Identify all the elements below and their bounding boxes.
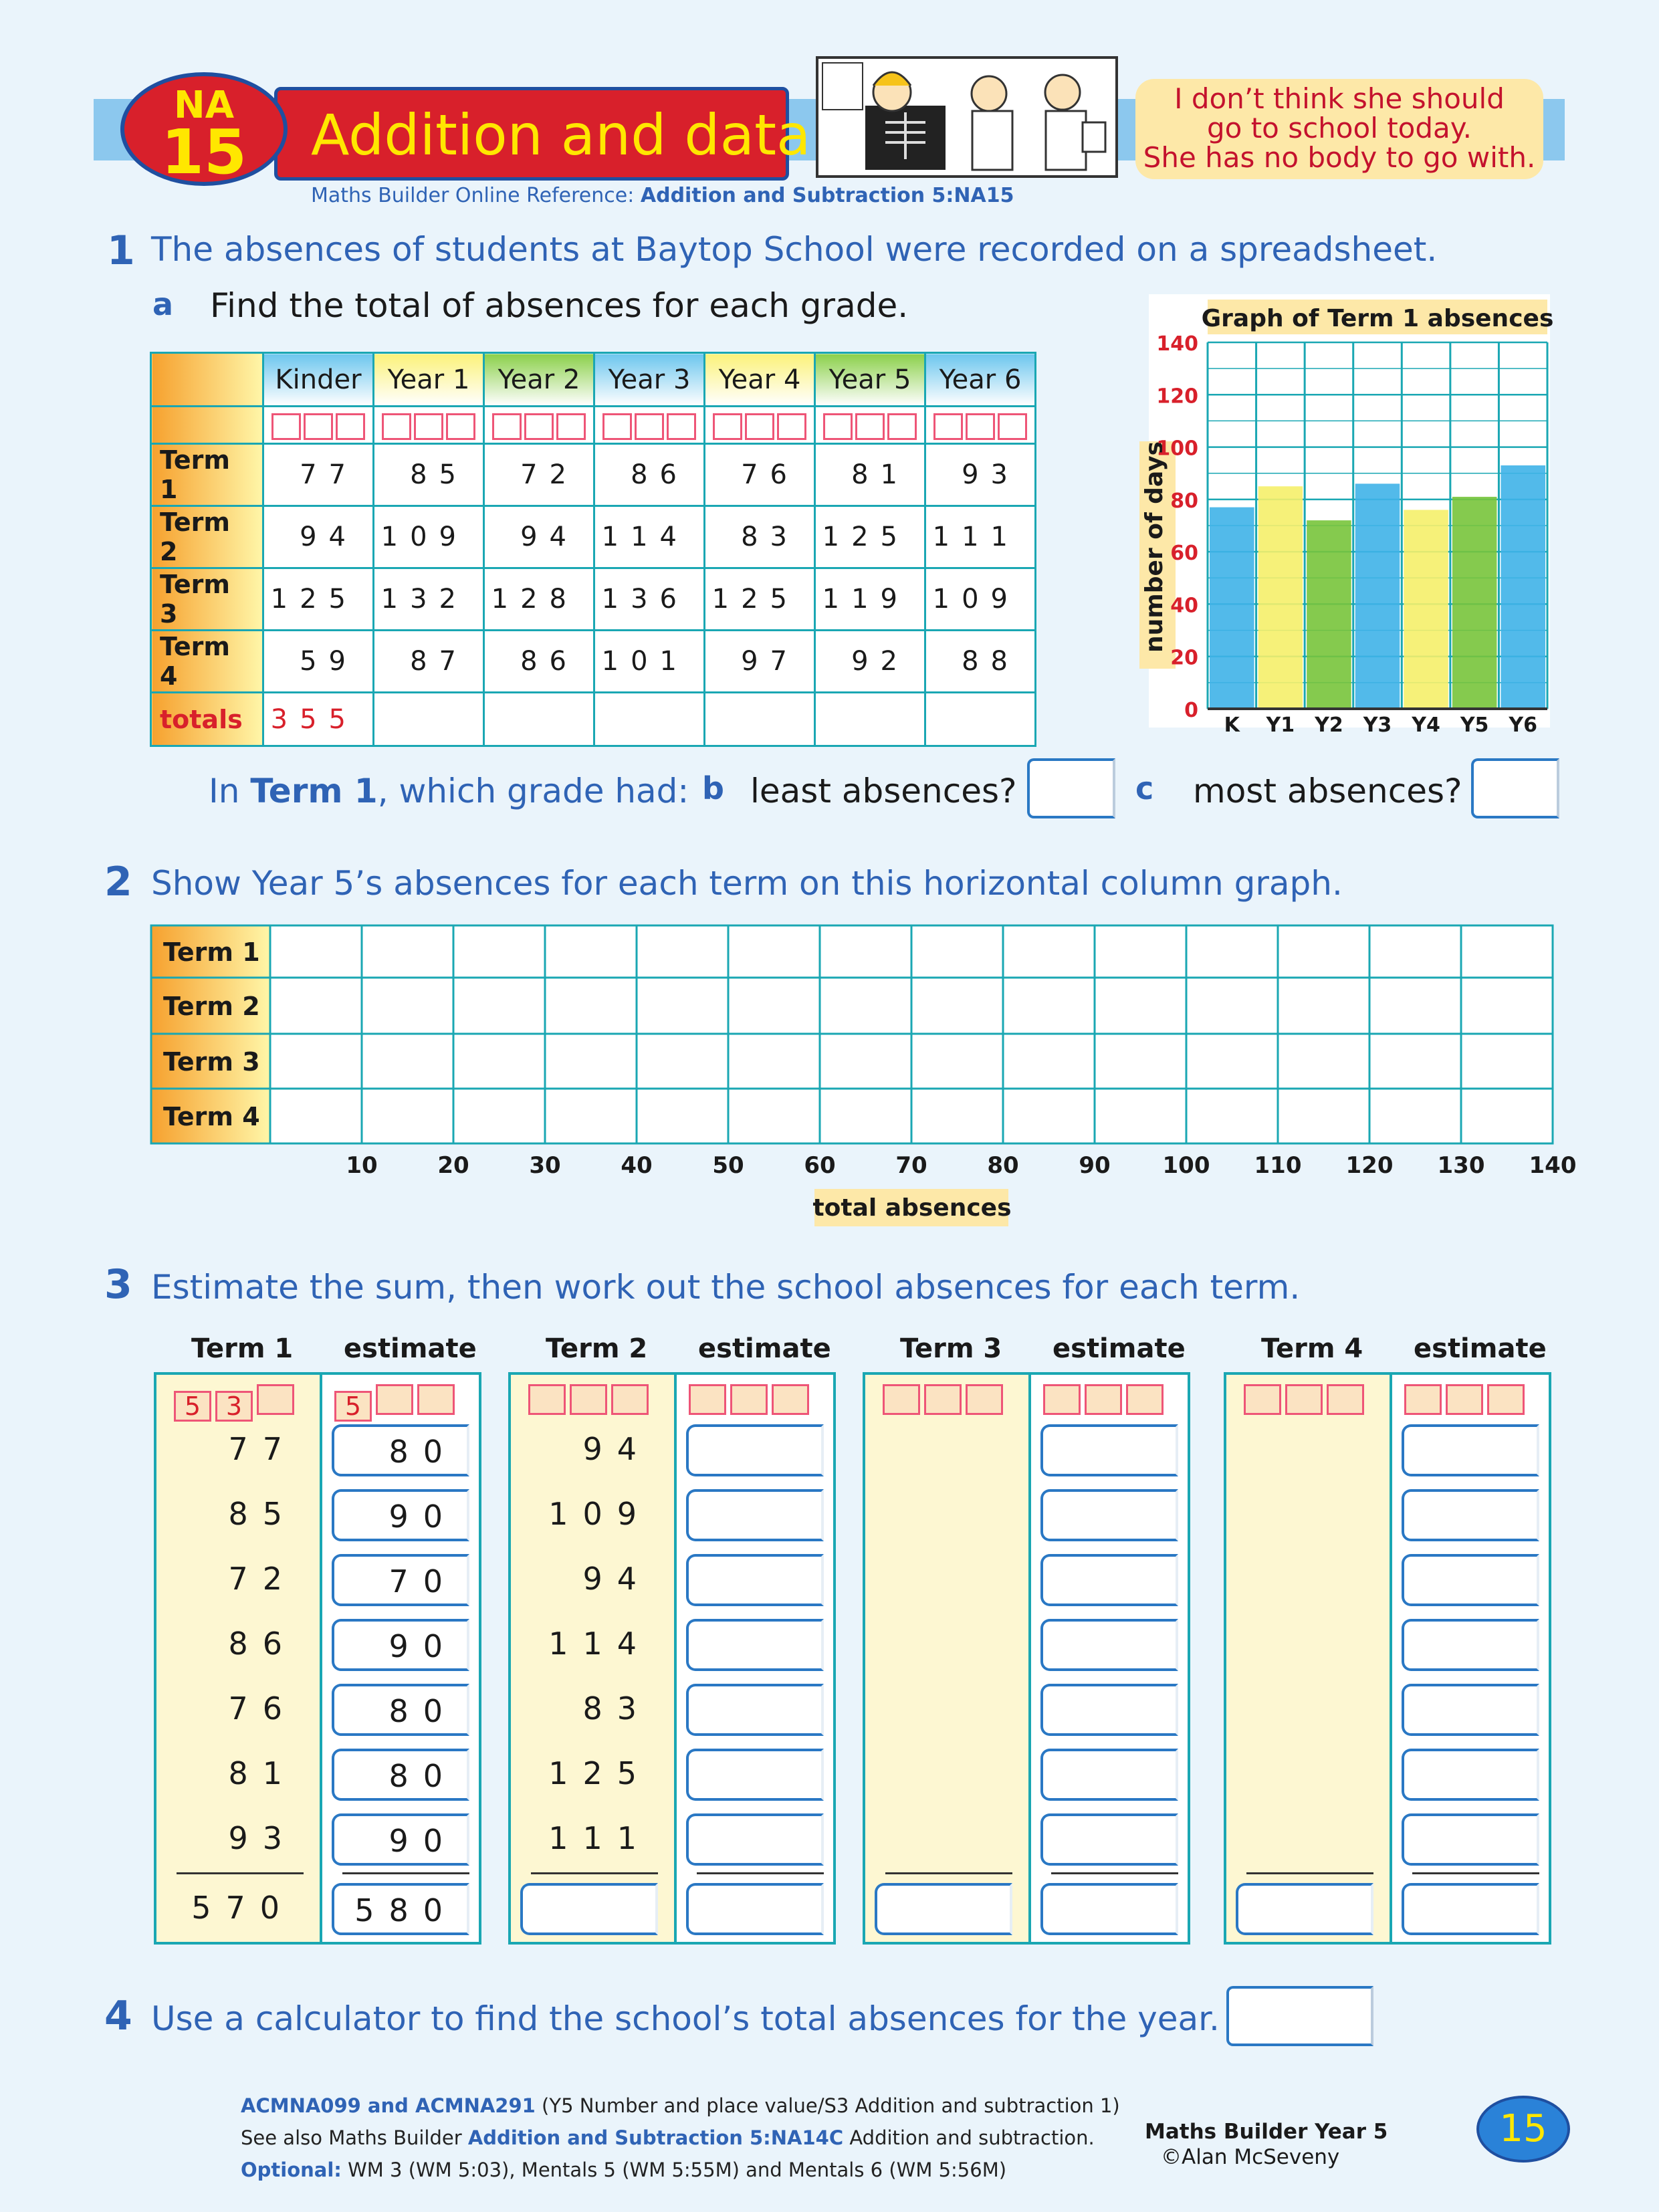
estimate-carry-boxes[interactable] [1043, 1384, 1168, 1418]
table-cell: 111 [925, 506, 1036, 568]
estimate-box[interactable] [1040, 1749, 1178, 1801]
q1-text: The absences of students at Baytop School were recorded on a spreadsheet. [151, 230, 1438, 269]
x-tick-label: 140 [1529, 1152, 1577, 1179]
table-cell: 119 [815, 568, 925, 631]
panel-estimate-label: estimate [1053, 1333, 1186, 1364]
carry-box[interactable] [1327, 1384, 1364, 1415]
carry-box[interactable]: 5 [174, 1391, 211, 1422]
table-cell: 77 [263, 444, 374, 506]
carry-box[interactable] [689, 1384, 726, 1415]
x-tick-label: 80 [987, 1152, 1019, 1179]
estimate-box[interactable] [686, 1424, 824, 1476]
table-cell: 109 [925, 568, 1036, 631]
most-absences-answer[interactable] [1471, 758, 1559, 818]
carry-box[interactable] [611, 1384, 649, 1415]
column-header: Year 6 [925, 353, 1036, 407]
carry-box[interactable] [1043, 1384, 1081, 1415]
x-tick-label: 50 [712, 1152, 744, 1179]
total-input[interactable] [374, 693, 484, 746]
estimate-sum-box[interactable] [686, 1883, 824, 1935]
table-row [151, 568, 1036, 631]
table-cell: 125 [705, 568, 815, 631]
estimate-box[interactable] [686, 1813, 824, 1866]
addend: 76 [228, 1690, 297, 1727]
y-tick-label: 0 [1184, 699, 1198, 722]
sum-panel [154, 1372, 481, 1945]
footer-see-also: See also Maths Builder Addition and Subtraction 5:NA14C Addition and subtraction. [241, 2126, 1095, 2149]
x-category-label: Y2 [1315, 713, 1343, 737]
estimate-box[interactable] [686, 1684, 824, 1736]
footer-curriculum: ACMNA099 and ACMNA291 (Y5 Number and place value/S3 Addition and subtraction 1) [241, 2094, 1120, 2117]
estimate-value: 70 [389, 1563, 457, 1599]
table-row [151, 444, 1036, 506]
panel-term-label: Term 2 [546, 1333, 648, 1364]
table-cell: 125 [263, 568, 374, 631]
table-cell: 86 [484, 631, 594, 693]
x-category-label: Y6 [1509, 713, 1538, 737]
row-label: Term 2 [151, 506, 263, 568]
carry-box[interactable] [1244, 1384, 1281, 1415]
estimate-box[interactable] [332, 1749, 469, 1801]
totals-label: totals [151, 693, 263, 746]
table-cell: 83 [705, 506, 815, 568]
sum-panel [508, 1372, 836, 1945]
column-header: Kinder [263, 353, 374, 407]
x-tick-label: 70 [895, 1152, 927, 1179]
y-tick-label: 60 [1170, 542, 1198, 566]
estimate-value: 80 [389, 1693, 457, 1729]
x-tick-label: 100 [1162, 1152, 1210, 1179]
table-cell: 81 [815, 444, 925, 506]
table-cell: 59 [263, 631, 374, 693]
estimate-box[interactable] [1402, 1424, 1539, 1476]
table-cell: 92 [815, 631, 925, 693]
q4-number: 4 [104, 1993, 132, 2039]
term1-bar-chart-svg [1141, 294, 1554, 737]
carry-box[interactable] [966, 1384, 1003, 1415]
addend: 86 [228, 1626, 297, 1662]
carry-box[interactable] [1285, 1384, 1323, 1415]
table-cell: 109 [374, 506, 484, 568]
estimate-box[interactable] [332, 1813, 469, 1866]
column-header: Year 5 [815, 353, 925, 407]
estimate-carry-boxes[interactable] [689, 1384, 813, 1418]
x-tick-label: 90 [1079, 1152, 1111, 1179]
estimate-carry-boxes[interactable] [1404, 1384, 1529, 1418]
carry-boxes[interactable] [1244, 1384, 1368, 1418]
bar-Y5 [1452, 497, 1497, 709]
addend: 93 [228, 1820, 297, 1856]
carry-box[interactable] [417, 1384, 455, 1415]
carry-box[interactable] [730, 1384, 768, 1415]
carry-boxes[interactable] [174, 1384, 298, 1422]
table-row [151, 631, 1036, 693]
q2-number: 2 [104, 859, 132, 905]
sum-line [177, 1872, 304, 1874]
carry-box[interactable]: 3 [215, 1391, 253, 1422]
carry-box[interactable] [257, 1384, 294, 1415]
carry-box[interactable] [570, 1384, 607, 1415]
addend: 94 [582, 1431, 651, 1467]
addend: 111 [548, 1820, 651, 1856]
carry-boxes[interactable] [484, 407, 594, 444]
table-cell: 94 [263, 506, 374, 568]
table-cell: 128 [484, 568, 594, 631]
graph-xlabel: total absences [812, 1194, 1012, 1222]
y-tick-label: 100 [1156, 437, 1198, 461]
addend: 125 [548, 1755, 651, 1791]
estimate-box[interactable] [1040, 1813, 1178, 1866]
carry-box[interactable] [772, 1384, 809, 1415]
badge-strand: NA [173, 84, 235, 127]
addend: 83 [582, 1690, 651, 1727]
horizontal-column-graph[interactable] [150, 924, 1577, 1234]
estimate-box[interactable] [332, 1684, 469, 1736]
panel-estimate-label: estimate [1414, 1333, 1547, 1364]
estimate-box[interactable] [686, 1619, 824, 1671]
x-category-label: Y5 [1460, 713, 1489, 737]
least-absences-answer[interactable] [1027, 758, 1115, 818]
sum-line [1246, 1872, 1373, 1874]
carry-box[interactable]: 5 [334, 1391, 372, 1422]
x-tick-label: 60 [804, 1152, 836, 1179]
total-input[interactable] [705, 693, 815, 746]
estimate-sum-value: 580 [354, 1892, 457, 1928]
page-title: Addition and data [311, 102, 811, 168]
q2-text: Show Year 5’s absences for each term on this horizontal column graph. [151, 864, 1343, 903]
bar-Y3 [1355, 483, 1400, 709]
estimate-value: 80 [389, 1758, 457, 1794]
total-input[interactable] [815, 693, 925, 746]
estimate-value: 80 [389, 1434, 457, 1470]
carry-boxes[interactable] [528, 1384, 653, 1418]
row-label: Term 4 [151, 631, 263, 693]
x-category-label: Y3 [1363, 713, 1392, 737]
term1-bar-chart [1141, 294, 1554, 737]
table-cell: 76 [705, 444, 815, 506]
column-header: Year 2 [484, 353, 594, 407]
sum-line [885, 1872, 1012, 1874]
bar-Y4 [1404, 510, 1448, 709]
table-cell: 136 [594, 568, 705, 631]
row-label: Term 1 [163, 937, 260, 967]
carry-box[interactable] [1126, 1384, 1164, 1415]
unit-badge [120, 72, 288, 186]
column-header: Year 4 [705, 353, 815, 407]
carry-boxes[interactable] [925, 407, 1036, 444]
joke-bubble: I don’t think she should go to school today. She has no body to go with. [1135, 79, 1543, 179]
carry-box[interactable] [1446, 1384, 1483, 1415]
column-header: Year 1 [374, 353, 484, 407]
estimate-box[interactable] [686, 1749, 824, 1801]
y-tick-label: 140 [1156, 332, 1198, 356]
estimate-box[interactable] [1040, 1424, 1178, 1476]
badge-number: 15 [160, 116, 247, 188]
sum-answer-box[interactable] [166, 1883, 304, 1935]
estimate-box[interactable] [1040, 1684, 1178, 1736]
estimate-sum-box[interactable] [1402, 1883, 1539, 1935]
x-tick-label: 20 [437, 1152, 469, 1179]
x-tick-label: 110 [1254, 1152, 1302, 1179]
table-cell: 125 [815, 506, 925, 568]
estimate-box[interactable] [686, 1554, 824, 1606]
row-label: Term 2 [163, 992, 260, 1021]
chart-title: Graph of Term 1 absences [1201, 305, 1554, 332]
y-tick-label: 40 [1170, 594, 1198, 618]
table-cell: 93 [925, 444, 1036, 506]
carry-box[interactable] [1487, 1384, 1525, 1415]
sum-line [531, 1872, 658, 1874]
q3-text: Estimate the sum, then work out the school absences for each term. [151, 1268, 1301, 1307]
total-input[interactable] [925, 693, 1036, 746]
absences-spreadsheet [150, 352, 1036, 747]
estimate-box[interactable] [332, 1554, 469, 1606]
estimate-box[interactable] [1402, 1813, 1539, 1866]
estimate-box[interactable] [1402, 1489, 1539, 1541]
x-tick-label: 30 [529, 1152, 561, 1179]
q1c-text: most absences? [1193, 772, 1462, 810]
q1c-label: c [1135, 770, 1154, 806]
year-total-answer[interactable] [1226, 1986, 1373, 2046]
x-tick-label: 10 [346, 1152, 378, 1179]
total-input[interactable] [484, 693, 594, 746]
x-tick-label: 130 [1437, 1152, 1485, 1179]
row-label: Term 3 [151, 568, 263, 631]
table-cell: 85 [374, 444, 484, 506]
carry-box[interactable] [1404, 1384, 1442, 1415]
y-tick-label: 80 [1170, 489, 1198, 513]
row-label: Term 3 [163, 1047, 260, 1077]
estimate-carry-boxes[interactable] [334, 1384, 459, 1422]
sum-answer-box[interactable] [1236, 1883, 1373, 1935]
addend: 85 [228, 1496, 297, 1532]
carry-box[interactable] [1085, 1384, 1122, 1415]
addend: 109 [548, 1496, 651, 1532]
table-cell: 86 [594, 444, 705, 506]
addend: 77 [228, 1431, 297, 1467]
estimate-box[interactable] [1402, 1619, 1539, 1671]
addend: 81 [228, 1755, 297, 1791]
estimate-box[interactable] [332, 1424, 469, 1476]
bar-Y1 [1258, 486, 1303, 709]
estimate-box[interactable] [1402, 1684, 1539, 1736]
x-tick-label: 120 [1345, 1152, 1394, 1179]
panel-term-label: Term 1 [191, 1333, 294, 1364]
estimate-sum-box[interactable] [332, 1883, 469, 1935]
title-bar [274, 87, 811, 181]
sum-panel [1224, 1372, 1551, 1945]
q1a-text: Find the total of absences for each grade. [210, 286, 909, 325]
sum-line [342, 1872, 469, 1874]
bar-K [1210, 508, 1254, 709]
corner-cell [151, 353, 263, 407]
total-input[interactable]: 355 [263, 693, 374, 746]
total-input[interactable] [594, 693, 705, 746]
addend: 114 [548, 1626, 651, 1662]
footer-optional: Optional: WM 3 (WM 5:03), Mentals 5 (WM 5:55M) and Mentals 6 (WM 5:56M) [241, 2159, 1007, 2181]
q1b-text: least absences? [750, 772, 1017, 810]
y-tick-label: 20 [1170, 646, 1198, 670]
q1-prompt: In Term 1, which grade had: [209, 772, 689, 810]
q4-text: Use a calculator to find the school’s total absences for the year. [151, 1999, 1220, 2038]
carry-boxes[interactable] [594, 407, 705, 444]
table-cell: 72 [484, 444, 594, 506]
table-row [151, 506, 1036, 568]
book-title: Maths Builder Year 5 [1145, 2120, 1388, 2144]
estimate-box[interactable] [1402, 1749, 1539, 1801]
chart-ylabel: number of days [1141, 441, 1168, 653]
carry-boxes[interactable] [883, 1384, 1007, 1418]
carry-box[interactable] [376, 1384, 413, 1415]
cartoon-image [816, 56, 1118, 178]
carry-box[interactable] [528, 1384, 566, 1415]
panel-term-label: Term 4 [1261, 1333, 1363, 1364]
estimate-box[interactable] [686, 1489, 824, 1541]
q3-number: 3 [104, 1261, 132, 1308]
row-label: Term 1 [151, 444, 263, 506]
q1b-label: b [702, 770, 724, 806]
x-tick-label: 40 [621, 1152, 653, 1179]
table-cell: 94 [484, 506, 594, 568]
estimate-box[interactable] [332, 1489, 469, 1541]
estimate-box[interactable] [1040, 1489, 1178, 1541]
carry-boxes[interactable] [263, 407, 374, 444]
table-cell: 132 [374, 568, 484, 631]
column-header: Year 3 [594, 353, 705, 407]
table-cell: 97 [705, 631, 815, 693]
sum-answer-box[interactable] [875, 1883, 1012, 1935]
estimate-box[interactable] [1402, 1554, 1539, 1606]
q1a-label: a [152, 286, 174, 322]
estimate-sum-box[interactable] [1040, 1883, 1178, 1935]
carry-box[interactable] [924, 1384, 962, 1415]
addend: 94 [582, 1561, 651, 1597]
panel-term-label: Term 3 [900, 1333, 1002, 1364]
addend: 72 [228, 1561, 297, 1597]
x-category-label: K [1224, 713, 1240, 737]
table-cell: 87 [374, 631, 484, 693]
q1-number: 1 [107, 227, 135, 274]
estimate-box[interactable] [332, 1619, 469, 1671]
sum-line [1412, 1872, 1539, 1874]
carry-box[interactable] [883, 1384, 920, 1415]
bar-Y6 [1501, 465, 1545, 709]
panel-estimate-label: estimate [344, 1333, 477, 1364]
carry-row-label [151, 407, 263, 444]
estimate-value: 90 [389, 1628, 457, 1664]
row-label: Term 4 [163, 1102, 260, 1131]
sum-panel [863, 1372, 1190, 1945]
carry-boxes[interactable] [815, 407, 925, 444]
totals-row [151, 693, 1036, 746]
sum-line [1051, 1872, 1178, 1874]
carry-boxes[interactable] [374, 407, 484, 444]
x-category-label: Y4 [1412, 713, 1440, 737]
estimate-box[interactable] [1040, 1619, 1178, 1671]
estimate-value: 90 [389, 1823, 457, 1859]
sum-line [697, 1872, 824, 1874]
sum-answer-box[interactable] [520, 1883, 658, 1935]
author: ©Alan McSeveny [1161, 2145, 1340, 2169]
y-tick-label: 120 [1156, 384, 1198, 409]
page-number: 15 [1476, 2096, 1570, 2163]
table-cell: 114 [594, 506, 705, 568]
table-cell: 101 [594, 631, 705, 693]
x-category-label: Y1 [1266, 713, 1295, 737]
horizontal-column-graph-svg[interactable] [150, 924, 1577, 1232]
panel-estimate-label: estimate [698, 1333, 831, 1364]
bar-Y2 [1307, 520, 1351, 709]
estimate-box[interactable] [1040, 1554, 1178, 1606]
estimate-value: 90 [389, 1499, 457, 1535]
carry-boxes[interactable] [705, 407, 815, 444]
online-reference: Maths Builder Online Reference: Addition and Subtraction 5:NA15 [311, 184, 1014, 207]
table-cell: 88 [925, 631, 1036, 693]
sum-value: 570 [191, 1890, 294, 1926]
